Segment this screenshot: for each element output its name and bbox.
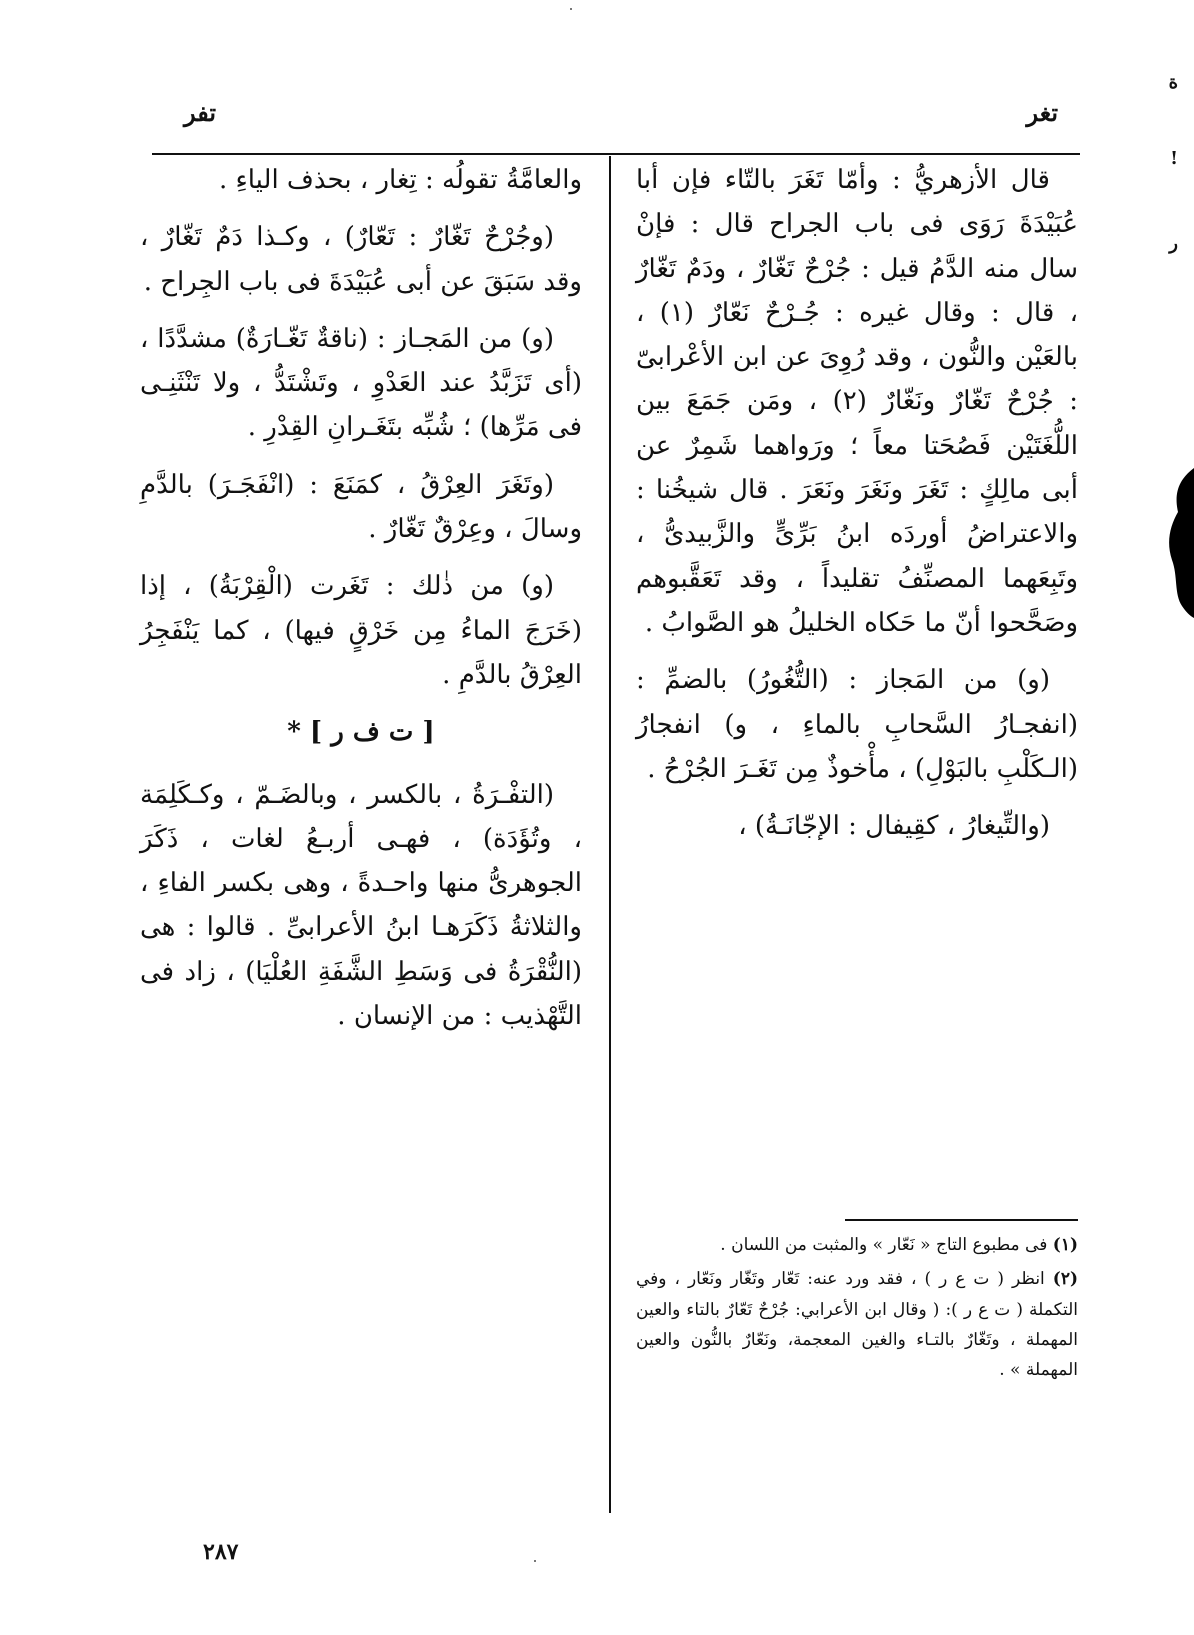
edge-mark: ر	[1169, 233, 1178, 254]
left-column	[140, 158, 582, 1051]
left-paragraph: (وجُرْحٌ تَغّارٌ : تَعّارٌ) ، وكـذا دَمٌ تَغّارٌ ، وقد سَبَقَ عن أبى عُبَيْدَةَ فى باب الجِراح .	[140, 222, 582, 297]
column-divider	[609, 156, 611, 1513]
entry-heading: [ ت ف ر ] *	[287, 717, 435, 748]
left-paragraph: (وتَغَرَ العِرْقُ ، كمَنَعَ : (انْفَجَـرَ) بالدَّمِ وسالَ ، وعِرْقٌ تَغّارٌ .	[140, 469, 582, 545]
right-column	[636, 158, 1078, 861]
footnote	[636, 1264, 1078, 1385]
footnote-number: (١)	[1052, 1235, 1078, 1255]
left-paragraph: (و) من المَجـاز : (ناقةٌ تَغّـارَةٌ) مشدَّدًا ، (أى تَزَبَّدُ عند العَدْوِ ، وتَشْتَدُّ ، ولا تَنْثَنِـى فى مَرِّها) ؛ شُبِّه بتَغَـرانِ القِدْرِ .	[140, 323, 582, 443]
page-number: ٢٨٧	[203, 1539, 239, 1565]
left-paragraph: والعامَّةُ تقولُه : تِغار ، بحذف الياءِ .	[219, 165, 582, 195]
right-paragraph: قال الأزهريُّ : وأمّا تَغَرَ بالتّاء فإن أبا عُبَيْدَةَ رَوَى فى باب الجراح قال : فإنْ سال منه الدَّمُ قيل : جُرْحٌ تَغّارٌ ، ودَمٌ تَغّارٌ ، قال : وقال غيره : جُـرْحٌ نَعّارٌ (١) ، بالعَيْن والنُّون ، وقد رُوِىَ عن ابن الأعْرابىّ : جُرْحٌ تَغّارٌ ونَغّارٌ (٢) ، ومَن جَمَعَ بين اللُّغَتَيْن فَصُحَتا معاً ؛ ورَواهما شَمِرٌ عن أبى مالِكٍ : تَغَرَ ونَغَرَ ونَعَرَ . قال شيخُنا : والاعتراضُ أوردَه ابنُ بَرِّىٍّ والزَّبيدىُّ ، وتَبِعَهما المصنِّفُ تقليداً ، وقد تَعَقَّبوهم وصَحَّحوا أنّ ما حَكاه الخليلُ هو الصَّوابُ .	[636, 165, 1079, 638]
running-head-left: تفر	[184, 98, 217, 127]
page-edge-blot	[1164, 468, 1194, 618]
footnote-text: انظر ( ت ع ر ) ، فقد ورد عنه: تَعّار وتَغّار ونَعّار ، وفي التكملة ( ت ع ر ): ( وقال ابن الأعرابي: جُرْحٌ تَعّارٌ بالتاء والعين المهملة ، وتَغّارٌ بالتـاء والغين المعجمة، ونَعّارٌ بالنُّون والعين المهملة » .	[636, 1269, 1078, 1381]
scan-speck	[534, 1560, 536, 1562]
left-paragraph: (التفْـرَةُ ، بالكسر ، وبالضَـمّ ، وكـكَلِمَة ، وتُؤَدَة) ، فهـى أربـعُ لغات ، ذَكَرَ الجوهرىُّ منها واحـدةً ، وهى بكسر الفاءِ ، والثلاثةُ ذَكَرَهـا ابنُ الأعرابىِّ . قالوا : هى (النُّقْرَةُ فى وَسَطِ الشَّفَةِ العُلْيَا) ، زاد فى التَّهْذيب : من الإنسان .	[140, 779, 582, 1032]
right-paragraph: (والتِّيغارُ ، كقِيفال : الإجّانَـةُ) ،	[738, 811, 1050, 842]
scan-speck	[570, 8, 572, 10]
header-rule	[152, 153, 1080, 155]
footnote	[636, 1230, 1078, 1260]
footnote-rule	[845, 1219, 1078, 1221]
running-head-right: تغر	[1026, 98, 1058, 127]
edge-mark: ة	[1168, 72, 1178, 93]
left-paragraph: (و) من ذٰلك : تَغَرت (الْقِرْبَةُ) ، إذا (خَرَجَ الماءُ مِن خَرْقٍ فيها) ، كما يَنْفَجِرُ العِرْقُ بالدَّمِ .	[140, 571, 582, 690]
footnotes	[636, 1230, 1078, 1389]
right-paragraph: (و) من المَجاز : (التُّغُورُ) بالضمِّ : (انفجـارُ السَّحابِ بالماءِ ، و) انفجارُ (الـكَلْبِ بالبَوْلِ) ، مأْخوذٌ مِن تَغَـرَ الجُرْحُ .	[636, 665, 1078, 784]
footnote-text: فى مطبوع التاج « نَعّار » والمثبت من اللسان .	[720, 1235, 1048, 1255]
edge-mark: !	[1170, 148, 1178, 169]
footnote-number: (٢)	[1052, 1269, 1078, 1290]
